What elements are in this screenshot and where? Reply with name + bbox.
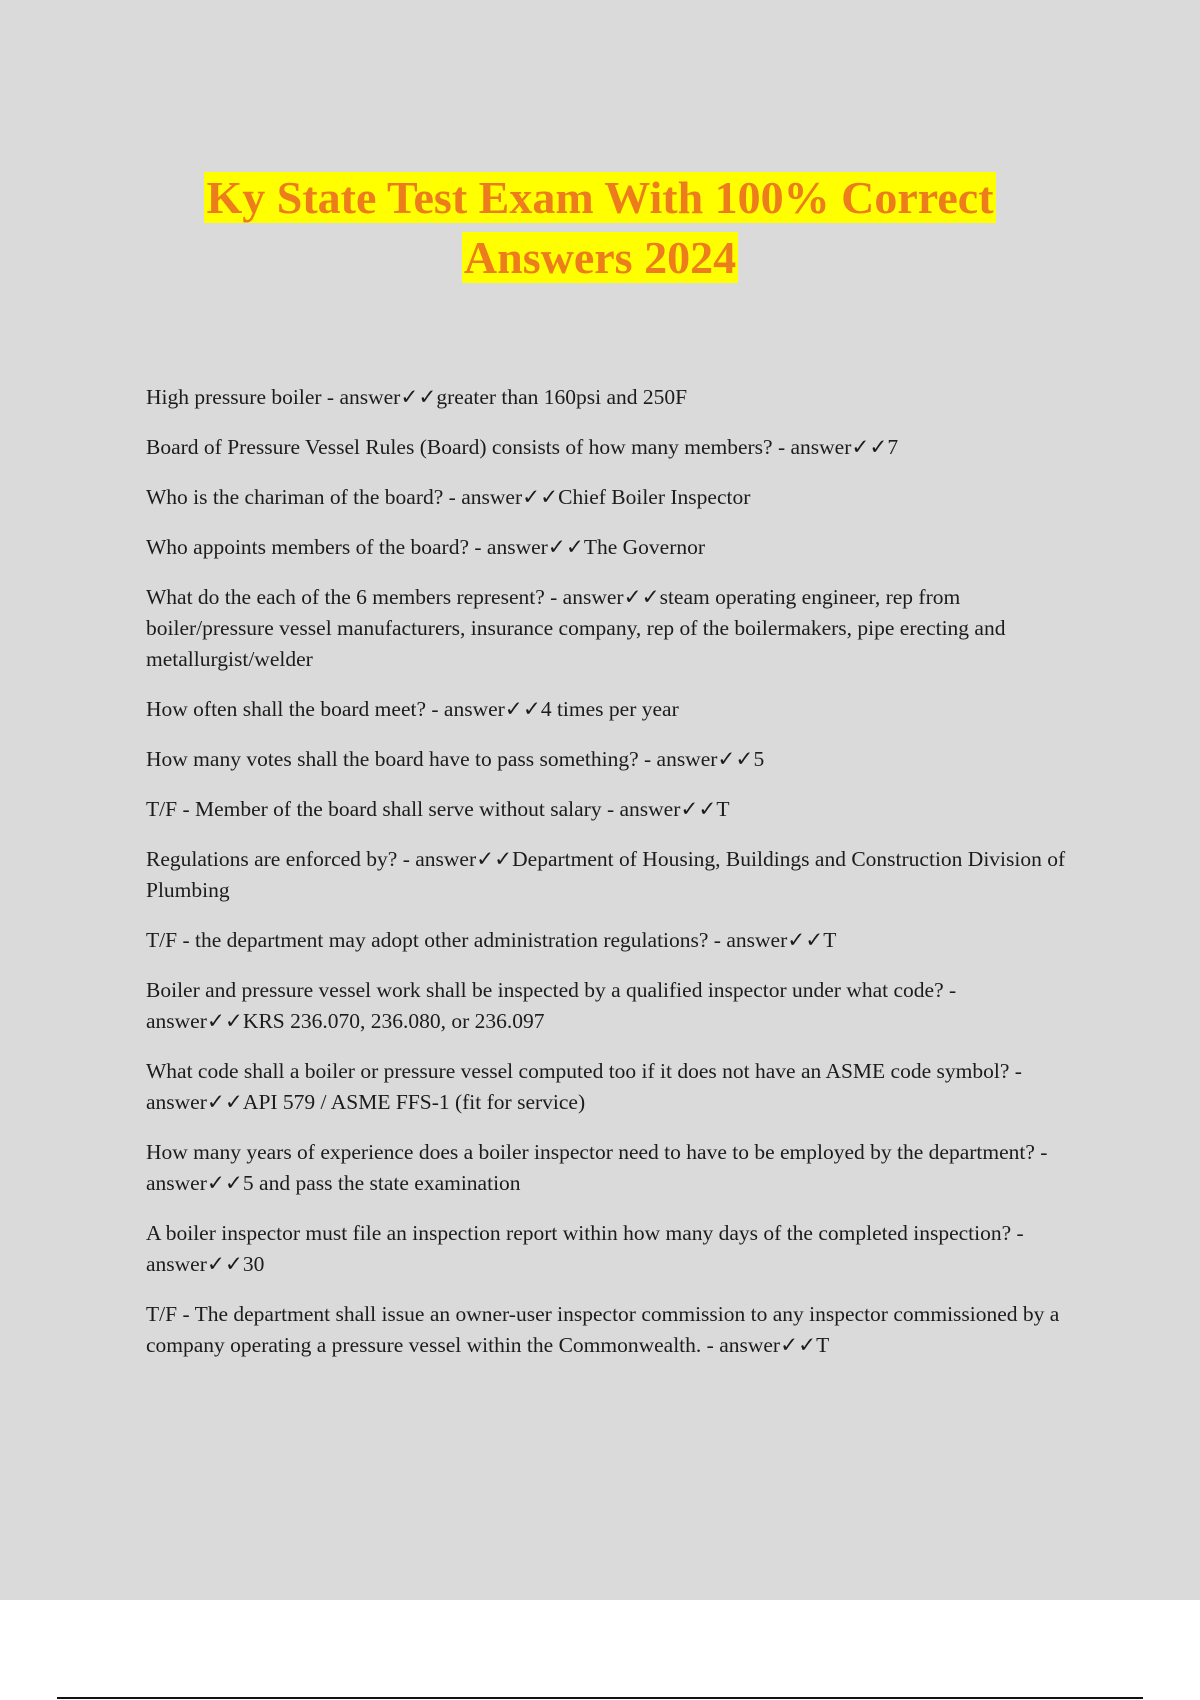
- document-title: [0, 168, 1200, 288]
- qa-item: How often shall the board meet? - answer✓✓4 times per year: [146, 697, 679, 721]
- qa-item: Regulations are enforced by? - answer✓✓Department of Housing, Buildings and Construction Division of Plumbing: [146, 847, 1066, 902]
- title-line-2: Answers 2024: [463, 232, 737, 283]
- qa-item: Who appoints members of the board? - answer✓✓The Governor: [146, 535, 706, 559]
- qa-item: Boiler and pressure vessel work shall be inspected by a qualified inspector under what code? - answer✓✓KRS 236.070, 236.080, or 236.097: [146, 978, 957, 1033]
- qa-item: What code shall a boiler or pressure vessel computed too if it does not have an ASME code symbol? - answer✓✓API 579 / ASME FFS-1 (fit for service): [146, 1059, 1022, 1114]
- qa-item: What do the each of the 6 members represent? - answer✓✓steam operating engineer, rep from boiler/pressure vessel manufacturers, insurance company, rep of the boilermakers, pipe erecting and metallurgist/welder: [146, 585, 1006, 671]
- question-answer-list: [146, 382, 1076, 1380]
- qa-item: T/F - the department may adopt other administration regulations? - answer✓✓T: [146, 928, 837, 952]
- qa-item: Who is the chariman of the board? - answer✓✓Chief Boiler Inspector: [146, 485, 751, 509]
- title-line-1: Ky State Test Exam With 100% Correct: [206, 172, 994, 223]
- qa-item: Board of Pressure Vessel Rules (Board) consists of how many members? - answer✓✓7: [146, 435, 899, 459]
- qa-item: How many votes shall the board have to pass something? - answer✓✓5: [146, 747, 765, 771]
- footer-divider: [57, 1697, 1143, 1699]
- qa-item: A boiler inspector must file an inspection report within how many days of the completed inspection? - answer✓✓30: [146, 1221, 1024, 1276]
- qa-item: T/F - The department shall issue an owner-user inspector commission to any inspector commissioned by a company operating a pressure vessel within the Commonwealth. - answer✓✓T: [146, 1302, 1060, 1357]
- qa-item: T/F - Member of the board shall serve without salary - answer✓✓T: [146, 797, 730, 821]
- qa-item: How many years of experience does a boiler inspector need to have to be employed by the department? - answer✓✓5 and pass the state examination: [146, 1140, 1048, 1195]
- qa-item: High pressure boiler - answer✓✓greater than 160psi and 250F: [146, 385, 688, 409]
